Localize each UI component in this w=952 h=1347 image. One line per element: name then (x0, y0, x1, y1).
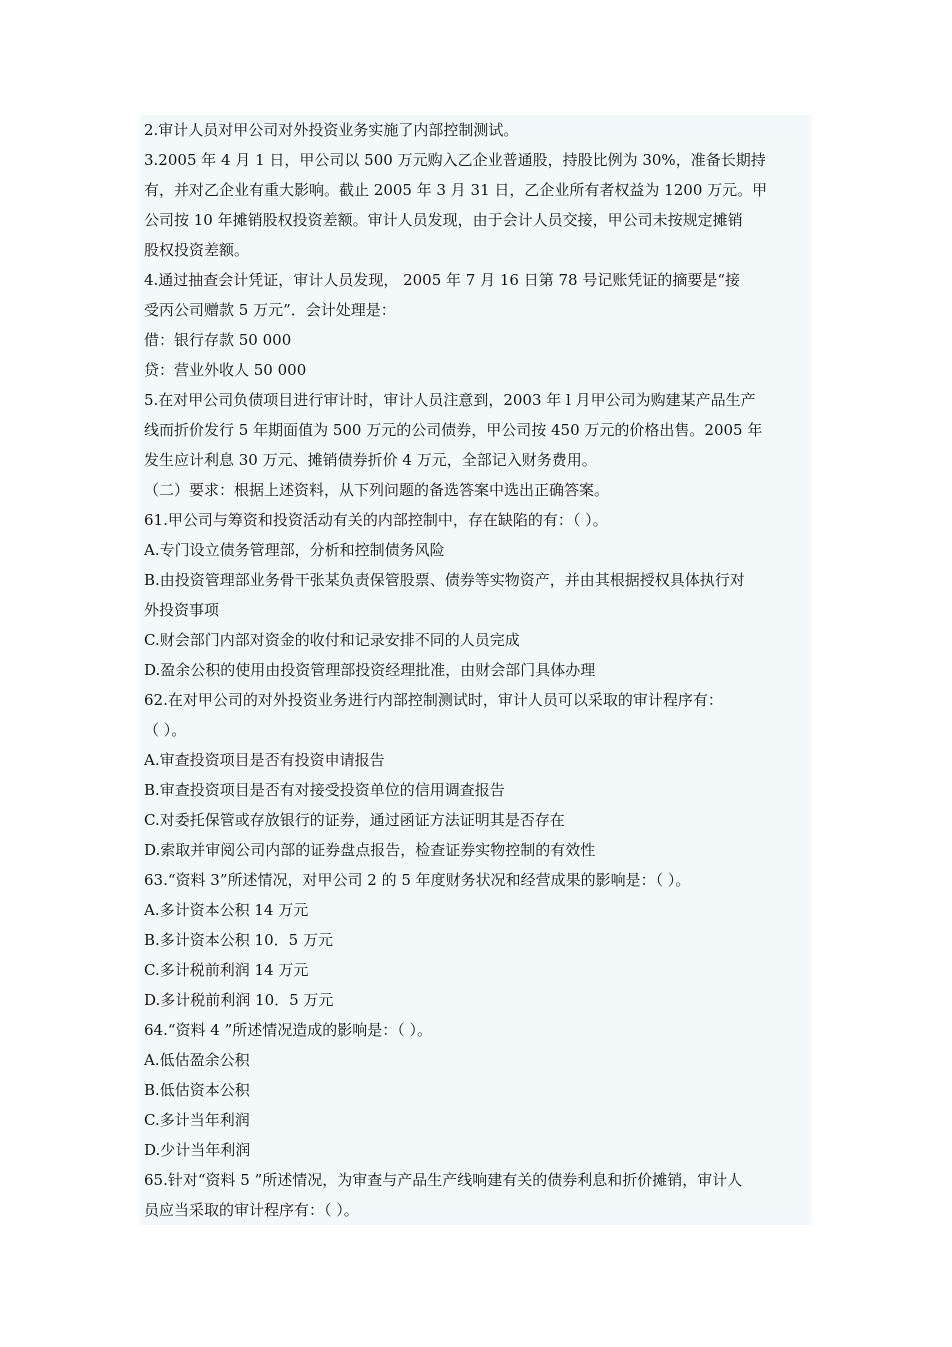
option-line: D.少计当年利润 (144, 1141, 251, 1159)
option-line: 外投资事项 (144, 601, 220, 619)
option-line: A.审查投资项目是否有投资申请报告 (144, 751, 385, 769)
question-line: 64.“资料 4 ”所述情况造成的影响是：（ ）。 (144, 1021, 433, 1039)
text-line: （二）要求：根据上述资料，从下列问题的备选答案中选出正确答案。 (144, 481, 610, 499)
question-line: 61.甲公司与筹资和投资活动有关的内部控制中，存在缺陷的有：（ ）。 (144, 511, 608, 529)
text-line: 发生应计利息 30 万元、摊销债券折价 4 万元，全部记入财务费用。 (144, 451, 597, 469)
question-line: （ ）。 (144, 721, 187, 739)
option-line: D.索取并审阅公司内部的证券盘点报告，检查证券实物控制的有效性 (144, 841, 596, 859)
option-line: B.低估资本公积 (144, 1081, 250, 1099)
text-line: 有，并对乙企业有重大影响。截止 2005 年 3 月 31 日，乙企业所有者权益为 1200 万元。甲 (144, 181, 768, 199)
text-line: 线而折价发行 5 年期面值为 500 万元的公司债券，甲公司按 450 万元的价格出售。2005 年 (144, 421, 763, 439)
option-line: A.低估盈余公积 (144, 1051, 250, 1069)
option-line: C.对委托保管或存放银行的证券，通过函证方法证明其是否存在 (144, 811, 565, 829)
option-line: C.多计当年利润 (144, 1111, 250, 1129)
document-body (140, 115, 812, 1225)
option-line: C.多计税前利润 14 万元 (144, 961, 309, 979)
text-line: 3.2005 年 4 月 1 日，甲公司以 500 万元购入乙企业普通股，持股比例为 30%，准备长期持 (144, 151, 766, 169)
text-line: 4.通过抽查会计凭证，审计人员发现， 2005 年 7 月 16 日第 78 号记账凭证的摘要是“接 (144, 271, 741, 289)
text-line: 公司按 10 年摊销股权投资差额。审计人员发现，由于会计人员交接，甲公司未按规定摊销 (144, 211, 743, 229)
option-line: A.多计资本公积 14 万元 (144, 901, 309, 919)
option-line: D.多计税前利润 10．5 万元 (144, 991, 334, 1009)
question-line: 65.针对“资料 5 ”所述情况，为审查与产品生产线响建有关的债券利息和折价摊销，审计人 (144, 1171, 743, 1189)
text-line: 2.审计人员对甲公司对外投资业务实施了内部控制测试。 (144, 121, 519, 139)
text-line: 受丙公司赠款 5 万元”．会计处理是： (144, 301, 396, 319)
option-line: B.多计资本公积 10．5 万元 (144, 931, 333, 949)
text-line: 股权投资差额。 (144, 241, 250, 259)
option-line: C.财会部门内部对资金的收付和记录安排不同的人员完成 (144, 631, 520, 649)
option-line: B.由投资管理部业务骨干张某负责保管股票、债券等实物资产，并由其根据授权具体执行对 (144, 571, 745, 589)
text-line: 借：银行存款 50 000 (144, 331, 292, 349)
question-line: 62.在对甲公司的对外投资业务进行内部控制测试时，审计人员可以采取的审计程序有： (144, 691, 723, 709)
question-line: 63.“资料 3”所述情况，对甲公司 2 的 5 年度财务状况和经营成果的影响是：（ ）。 (144, 871, 691, 889)
option-line: A.专门设立债务管理部，分析和控制债务风险 (144, 541, 445, 559)
question-line: 员应当采取的审计程序有：（ ）。 (144, 1201, 359, 1219)
text-line: 贷：营业外收人 50 000 (144, 361, 307, 379)
option-line: B.审查投资项目是否有对接受投资单位的信用调查报告 (144, 781, 505, 799)
option-line: D.盈余公积的使用由投资管理部投资经理批准，由财会部门具体办理 (144, 661, 596, 679)
text-line: 5.在对甲公司负债项目进行审计时，审计人员注意到，2003 年 l 月甲公司为购建某产品生产 (144, 391, 756, 409)
